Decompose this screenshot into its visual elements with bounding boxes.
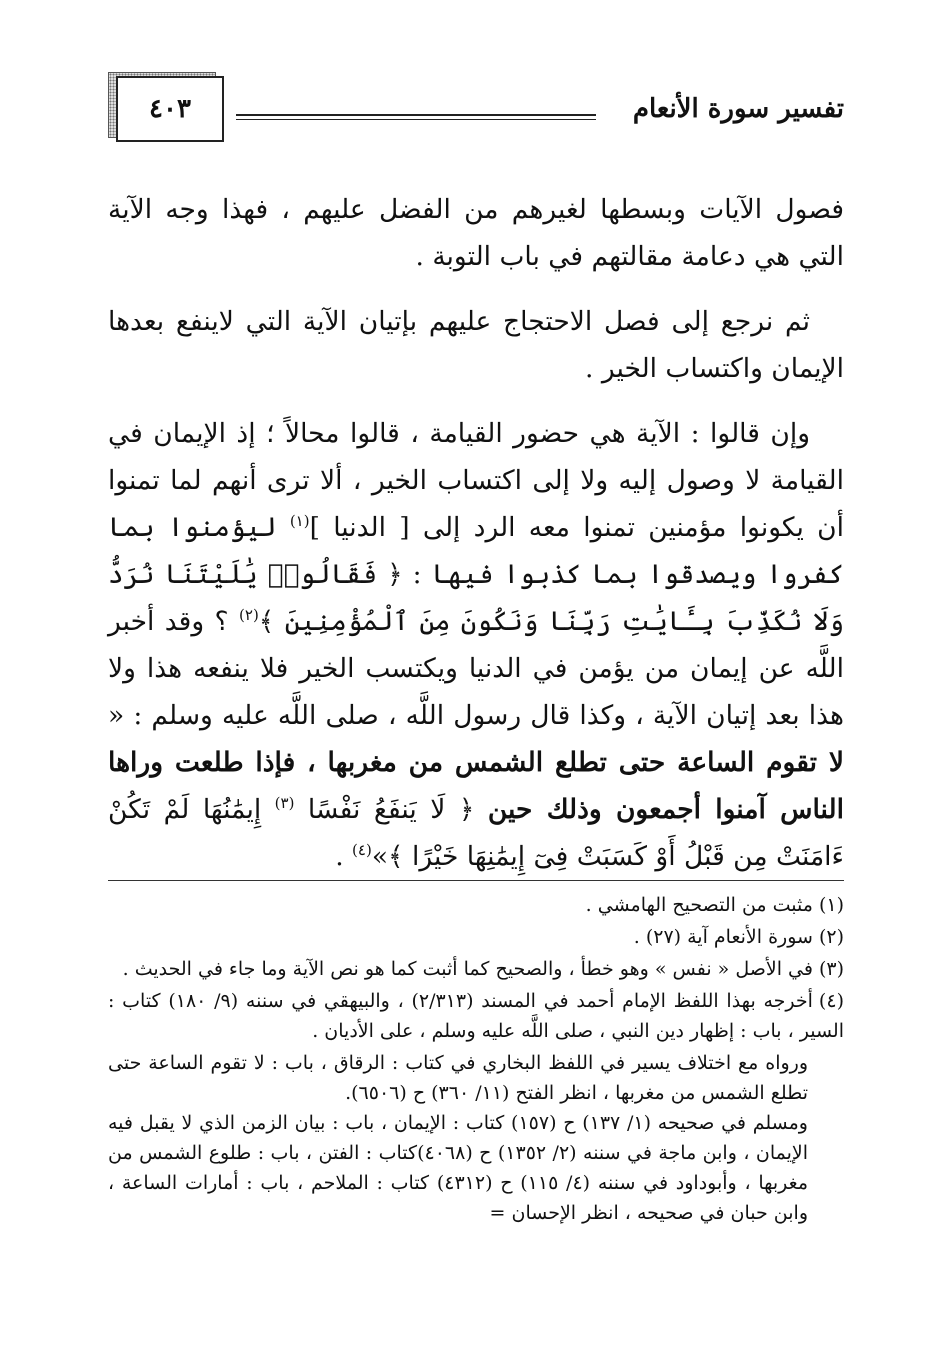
paragraph-3-text-c: ؟ وقد أخبر اللَّه عن إيمان من يؤمن في الدنيا ويكتسب الخير فلا ينفعه هذا ولا هذا بعد إتيان الآية ، وكذا قال رسول اللَّه ، صلى اللَّه عليه وسلم : « xyxy=(108,606,844,731)
footnote-ref-3: (٣) xyxy=(274,794,295,813)
footnote-number: (٢) xyxy=(818,926,844,948)
footnote-number: (٣) xyxy=(818,958,844,980)
footnote-number: (٤) xyxy=(818,990,844,1012)
paragraph-2-text: ثم نرجع إلى فصل الاحتجاج عليهم بإتيان الآية التي لاينفع بعدها الإيمان واكتساب الخير . xyxy=(108,306,844,384)
footnote-ref-4: (٤) xyxy=(352,841,372,860)
footnote-ref-1: (١) xyxy=(289,512,310,531)
hadith-text: لا تقوم الساعة حتى تطلع الشمس من مغربها ، فإذا طلعت وراها الناس آمنوا أجمعون وذلك حين xyxy=(108,747,844,825)
footnotes xyxy=(108,890,844,1228)
footnote-text: مثبت من التصحيح الهامشي . xyxy=(585,894,813,916)
footnote-text: في الأصل « نفس » وهو خطأ ، والصحيح كما أثبت كما هو نص الآية وما جاء في الحديث . xyxy=(122,958,813,980)
footnote-3 xyxy=(108,954,844,984)
paragraph-3-text-a: وإن قالوا : الآية هي حضور القيامة ، قالوا محالاً ؛ إذ الإيمان في القيامة لا وصول إليه ولا إلى اكتساب الخير ، ألا ترى أنهم لما تمنوا أن يكونوا مؤمنين تمنوا معه الرد إلى [ الدنيا ] xyxy=(108,418,844,543)
footnote-4-continuation-1: ورواه مع اختلاف يسير في اللفظ البخاري في كتاب : الرقاق ، باب : لا تقوم الساعة حتى تطلع الشمس من مغربها ، انظر الفتح (١١/ ٣٦٠) ح (٦٥٠٦). xyxy=(108,1052,809,1104)
footnote-text: أخرجه بهذا اللفظ الإمام أحمد في المسند (٢/٣١٣) ، والبيهقي في سننه (٩/ ١٨٠) كتاب : السير ، باب : إظهار دين النبي ، صلى اللَّه عليه وسلم ، على الأديان . xyxy=(108,990,844,1042)
paragraph-1: فصول الآيات وبسطها لغيرهم من الفضل عليهم ، فهذا وجه الآية التي هي دعامة مقالتهم في باب التوبة . xyxy=(108,194,844,272)
paragraph-3 xyxy=(108,410,844,880)
running-title: تفسير سورة الأنعام xyxy=(632,94,844,124)
page-number: ٤٠٣ xyxy=(149,94,191,124)
footnote-4 xyxy=(108,986,844,1046)
header-rule xyxy=(236,114,596,116)
footnote-4-continuation-2: ومسلم في صحيحه (١/ ١٣٧) ح (١٥٧) كتاب : الإيمان ، باب : بيان الزمن الذي لا يقبل فيه الإيمان ، وابن ماجة في سننه (٢/ ١٣٥٢) ح (٤٠٦٨)كتاب : الفتن ، باب : طلوع الشمس من مغربها ، وأبوداود في سننه (٤/ ١١٥) ح (٤٣١٢) كتاب : الملاحم ، باب : أمارات الساعة ، وابن حبان في صحيحه ، انظر الإحسان = xyxy=(108,1112,809,1224)
footnote-text: سورة الأنعام آية (٢٧) . xyxy=(633,926,813,948)
quran-verse-2a: ﴿ لَا يَنفَعُ نَفْسًا xyxy=(294,794,488,825)
quran-verse-2b: إِيمَٰنُهَا لَمْ تَكُنْ ءَامَنَتْ مِن قَبْلُ أَوْ كَسَبَتْ فِىٓ إِيمَٰنِهَا خَيْرًا ﴾ xyxy=(108,794,844,872)
quran-verse-1: ﴿ فَقَالُوا۟ يَٰلَيْتَنَا نُرَدُّ وَلَا نُكَذِّبَ بِـَٔايَٰتِ رَبِّنَا وَنَكُونَ مِنَ ٱلْمُؤْمِنِينَ ﴾ xyxy=(108,559,845,637)
footnote-separator xyxy=(108,880,844,881)
footnote-2 xyxy=(108,922,844,952)
paragraph-3-text-b: ليؤمنوا بما كفروا ويصدقوا بما كذبوا فيها : xyxy=(108,512,844,590)
main-text xyxy=(108,186,844,880)
footnote-1 xyxy=(108,890,844,920)
footnote-number: (١) xyxy=(818,894,844,916)
footnote-ref-2: (٢) xyxy=(239,606,259,625)
paragraph-3-text-d: » xyxy=(371,841,389,872)
page-header xyxy=(108,72,844,152)
paragraph-3-end: . xyxy=(335,841,353,872)
paragraph-2 xyxy=(108,298,844,392)
header-rule-thin xyxy=(236,119,596,120)
